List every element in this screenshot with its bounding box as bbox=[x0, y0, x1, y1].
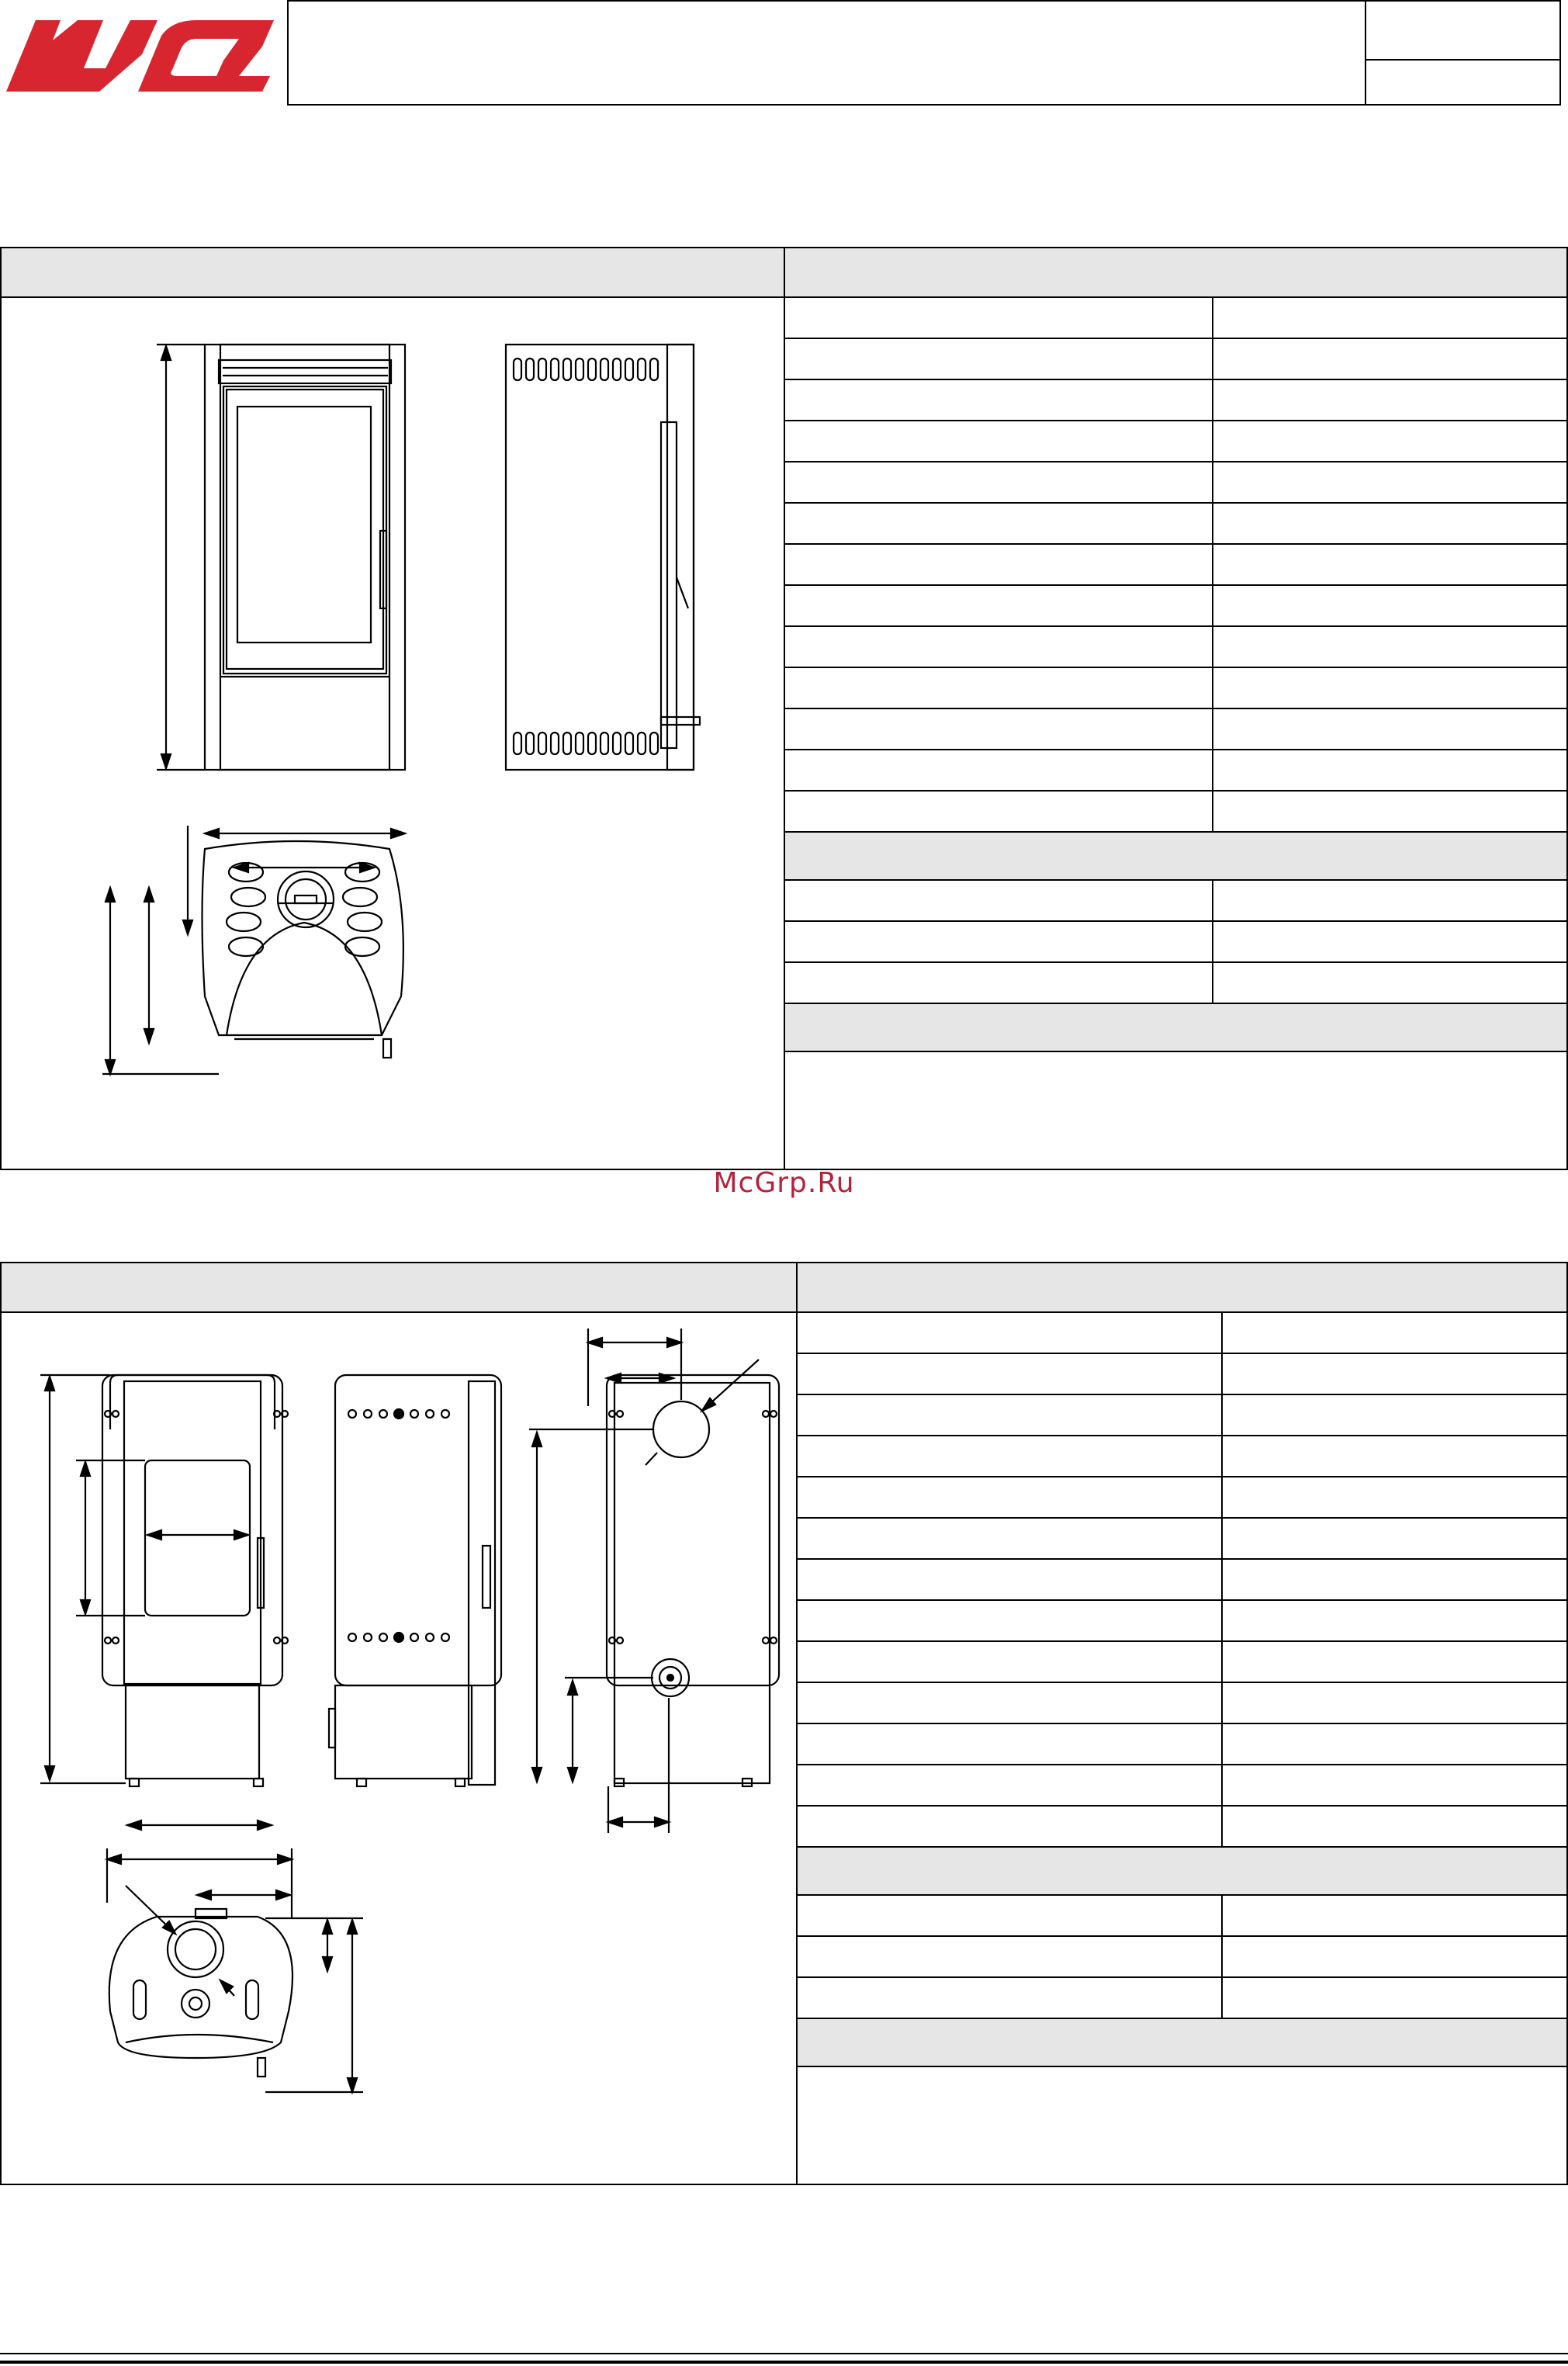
spec-row bbox=[785, 881, 1566, 922]
spec-row bbox=[785, 545, 1566, 586]
document-header bbox=[287, 0, 1561, 106]
spec-value bbox=[1221, 1477, 1566, 1517]
spec-row bbox=[785, 380, 1566, 421]
spec-key bbox=[798, 1683, 807, 1723]
front-view bbox=[157, 345, 405, 770]
spec-row bbox=[785, 668, 1566, 709]
spec-key bbox=[785, 462, 794, 502]
spec-key bbox=[785, 963, 794, 1003]
spec-key bbox=[785, 750, 794, 790]
spec-row bbox=[785, 922, 1566, 963]
section-1-spec-table bbox=[785, 298, 1566, 1169]
spec-key bbox=[798, 1477, 807, 1517]
spec-row bbox=[798, 1519, 1566, 1560]
side-view bbox=[329, 1375, 501, 1786]
spec-row bbox=[785, 504, 1566, 545]
spec-value bbox=[1212, 421, 1566, 461]
spec-key bbox=[798, 1519, 807, 1558]
spec-key bbox=[785, 922, 794, 961]
spec-row bbox=[798, 1765, 1566, 1807]
product-section-2 bbox=[0, 1262, 1568, 2185]
spec-value bbox=[1221, 1519, 1566, 1558]
spec-value bbox=[1221, 1560, 1566, 1599]
front-view bbox=[40, 1375, 288, 1830]
spec-value bbox=[1221, 1313, 1566, 1353]
spec-value bbox=[1212, 545, 1566, 584]
notes-subheader bbox=[798, 2019, 1566, 2067]
spec-value bbox=[1221, 1601, 1566, 1640]
spec-key bbox=[798, 1765, 807, 1805]
spec-row bbox=[798, 1807, 1566, 1848]
spec-row bbox=[785, 462, 1566, 504]
spec-row bbox=[785, 586, 1566, 627]
spec-key bbox=[785, 380, 794, 420]
notes-text bbox=[785, 1052, 1566, 1169]
spec-subheader bbox=[785, 833, 1566, 881]
spec-key bbox=[798, 1560, 807, 1599]
spec-value bbox=[1212, 668, 1566, 708]
spec-row bbox=[798, 1395, 1566, 1436]
spec-key bbox=[798, 1724, 807, 1764]
spec-key bbox=[798, 1354, 807, 1394]
spec-row bbox=[798, 1436, 1566, 1477]
spec-value bbox=[1221, 1354, 1566, 1394]
spec-key bbox=[798, 1807, 807, 1846]
section-2-spec-table bbox=[798, 1313, 1566, 2184]
spec-row bbox=[798, 1642, 1566, 1683]
spec-row bbox=[785, 792, 1566, 833]
header-hline bbox=[1365, 59, 1559, 61]
spec-key bbox=[785, 421, 794, 461]
section-2-left-header bbox=[2, 1263, 810, 1311]
mcz-logo bbox=[6, 14, 274, 92]
spec-value bbox=[1221, 1937, 1566, 1976]
spec-key bbox=[785, 792, 794, 831]
spec-value bbox=[1212, 750, 1566, 790]
notes-subheader bbox=[785, 1004, 1566, 1052]
spec-value bbox=[1212, 881, 1566, 920]
spec-value bbox=[1212, 792, 1566, 831]
spec-key bbox=[785, 668, 794, 708]
spec-value bbox=[1221, 1978, 1566, 2018]
spec-row bbox=[798, 1313, 1566, 1354]
footer-rule-thin bbox=[0, 2353, 1568, 2354]
spec-value bbox=[1212, 339, 1566, 379]
section-1-technical-drawing bbox=[2, 298, 782, 1169]
top-view bbox=[107, 1848, 363, 2092]
spec-row bbox=[798, 1978, 1566, 2019]
spec-row bbox=[798, 1601, 1566, 1642]
section-2-header bbox=[2, 1263, 1566, 1313]
spec-value bbox=[1221, 1436, 1566, 1476]
side-view bbox=[506, 345, 700, 770]
spec-value bbox=[1221, 1807, 1566, 1846]
spec-value bbox=[1212, 504, 1566, 543]
notes-text bbox=[798, 2067, 1566, 2184]
product-section-1 bbox=[0, 247, 1568, 1170]
spec-subheader bbox=[798, 1848, 1566, 1896]
spec-value bbox=[1212, 586, 1566, 625]
spec-row bbox=[798, 1560, 1566, 1601]
spec-row bbox=[785, 709, 1566, 750]
spec-row bbox=[785, 298, 1566, 339]
spec-key bbox=[798, 1436, 807, 1476]
spec-row bbox=[785, 750, 1566, 792]
spec-value bbox=[1212, 380, 1566, 420]
spec-key bbox=[798, 1978, 807, 2018]
spec-value bbox=[1212, 462, 1566, 502]
spec-row bbox=[798, 1937, 1566, 1978]
spec-value bbox=[1212, 709, 1566, 749]
section-2-technical-drawing bbox=[2, 1313, 794, 2184]
spec-value bbox=[1212, 298, 1566, 338]
spec-row bbox=[798, 1724, 1566, 1765]
spec-key bbox=[785, 339, 794, 379]
section-1-right-header bbox=[785, 248, 1566, 296]
spec-row bbox=[785, 963, 1566, 1004]
rear-view bbox=[529, 1328, 779, 1833]
spec-value bbox=[1221, 1642, 1566, 1682]
spec-value bbox=[1212, 627, 1566, 667]
spec-key bbox=[785, 545, 794, 584]
watermark-text: McGrp.Ru bbox=[713, 1167, 855, 1199]
spec-key bbox=[798, 1937, 807, 1976]
spec-row bbox=[785, 421, 1566, 462]
spec-key bbox=[798, 1601, 807, 1640]
spec-value bbox=[1221, 1724, 1566, 1764]
spec-key bbox=[798, 1313, 807, 1353]
spec-row bbox=[798, 1477, 1566, 1519]
spec-row bbox=[798, 1354, 1566, 1395]
spec-row bbox=[785, 627, 1566, 668]
spec-value bbox=[1221, 1765, 1566, 1805]
spec-key bbox=[785, 881, 794, 920]
spec-key bbox=[785, 504, 794, 543]
spec-key bbox=[785, 709, 794, 749]
spec-key bbox=[798, 1896, 807, 1935]
spec-key bbox=[785, 586, 794, 625]
top-view bbox=[102, 826, 405, 1074]
spec-row bbox=[798, 1683, 1566, 1724]
spec-key bbox=[798, 1395, 807, 1435]
spec-key bbox=[798, 1642, 807, 1682]
section-1-left-header bbox=[2, 248, 798, 296]
footer-rule-thick bbox=[0, 2361, 1568, 2364]
spec-value bbox=[1221, 1395, 1566, 1435]
spec-value bbox=[1221, 1683, 1566, 1723]
spec-row bbox=[785, 339, 1566, 380]
spec-row bbox=[798, 1896, 1566, 1937]
spec-key bbox=[785, 298, 794, 338]
header-divider bbox=[1365, 2, 1366, 104]
spec-value bbox=[1212, 963, 1566, 1003]
section-2-right-header bbox=[798, 1263, 1566, 1311]
spec-value bbox=[1212, 922, 1566, 961]
spec-value bbox=[1221, 1896, 1566, 1935]
spec-key bbox=[785, 627, 794, 667]
